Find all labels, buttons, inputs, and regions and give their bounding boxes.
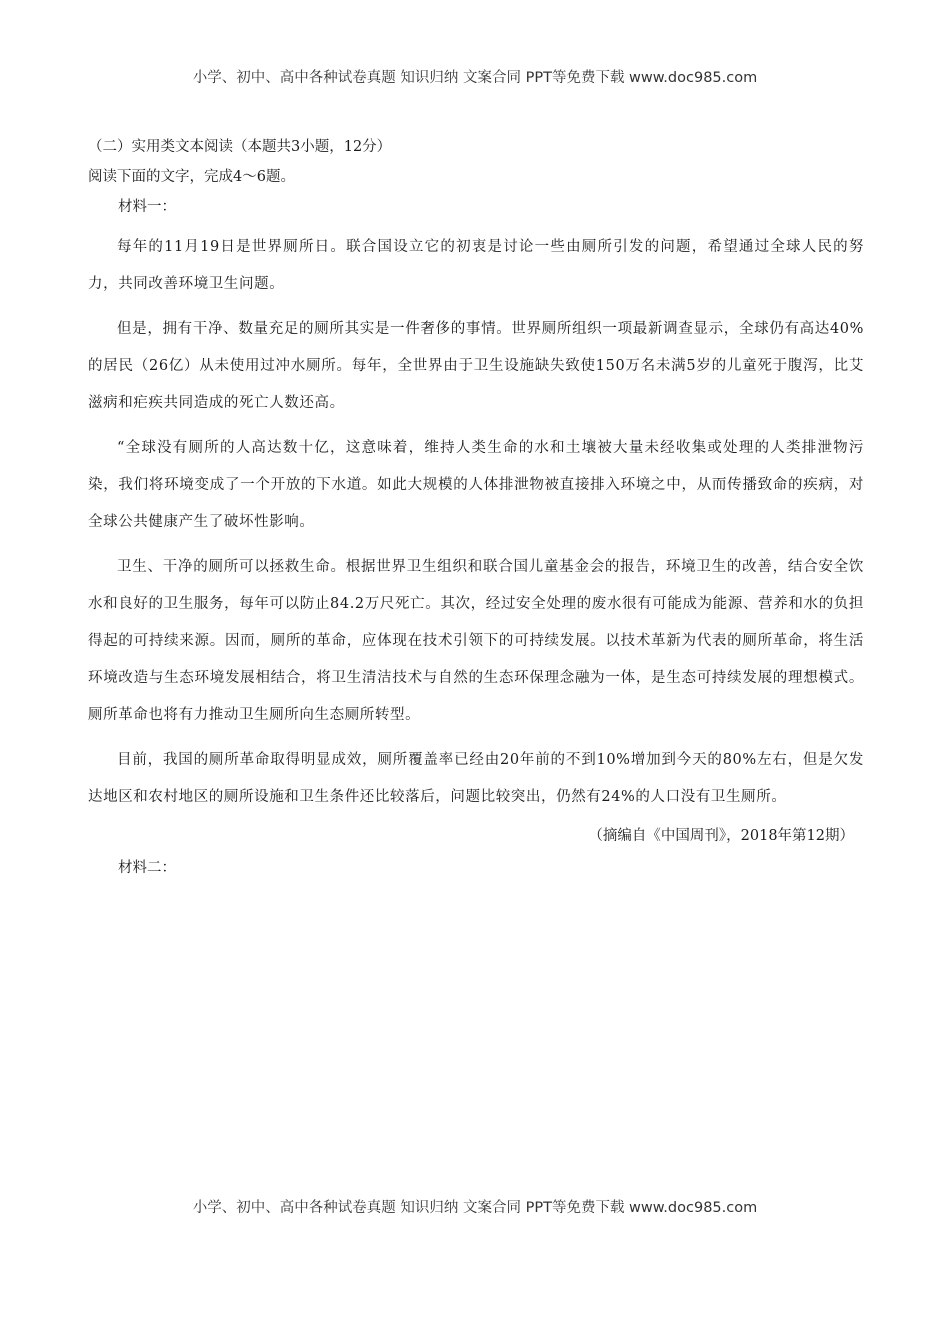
paragraph-2: 但是，拥有干净、数量充足的厕所其实是一件奢侈的事情。世界厕所组织一项最新调查显示，全球仍有高达40%的居民（26亿）从未使用过冲水厕所。每年，全世界由于卫生设施缺失致使150万名未满5岁的儿童死于腹泻，比艾滋病和疟疾共同造成的死亡人数还高。 bbox=[88, 321, 864, 411]
paragraph-5: 目前，我国的厕所革命取得明显成效，厕所覆盖率已经由20年前的不到10%增加到今天的80%左右，但是欠发达地区和农村地区的厕所设施和卫生条件还比较落后，问题比较突出，仍然有24%的人口没有卫生厕所。 bbox=[88, 752, 864, 805]
paragraph-3: “全球没有厕所的人高达数十亿，这意味着，维持人类生命的水和土壤被大量未经收集或处理的人类排泄物污染，我们将环境变成了一个开放的下水道。如此大规模的人体排泄物被直接排入环境之中，从而传播致命的疾病，对全球公共健康产生了破坏性影响。 bbox=[88, 440, 864, 530]
material-two-label: 材料二： bbox=[118, 860, 176, 876]
document-body bbox=[88, 137, 864, 878]
page-header-banner: 小学、初中、高中各种试卷真题 知识归纳 文案合同 PPT等免费下载 www.doc985.com bbox=[192, 70, 758, 86]
section-title: （二）实用类文本阅读（本题共3小题，12分） bbox=[88, 139, 392, 155]
reading-instruction: 阅读下面的文字，完成4～6题。 bbox=[88, 169, 295, 185]
paragraph-4: 卫生、干净的厕所可以拯救生命。根据世界卫生组织和联合国儿童基金会的报告，环境卫生的改善，结合安全饮水和良好的卫生服务，每年可以防止84.2万尺死亡。其次，经过安全处理的废水很有可能成为能源、营养和水的负担得起的可持续来源。因而，厕所的革命，应体现在技术引领下的可持续发展。以技术革新为代表的厕所革命，将生活环境改造与生态环境发展相结合，将卫生清洁技术与自然的生态环保理念融为一体，是生态可持续发展的理想模式。厕所革命也将有力推动卫生厕所向生态厕所转型。 bbox=[88, 559, 864, 723]
page-footer-banner: 小学、初中、高中各种试卷真题 知识归纳 文案合同 PPT等免费下载 www.doc985.com bbox=[192, 1200, 758, 1216]
material-one-label: 材料一： bbox=[118, 199, 176, 215]
source-citation: （摘编自《中国周刊》，2018年第12期） bbox=[588, 828, 854, 844]
paragraph-1: 每年的11月19日是世界厕所日。联合国设立它的初衷是讨论一些由厕所引发的问题，希望通过全球人民的努力，共同改善环境卫生问题。 bbox=[88, 239, 864, 292]
